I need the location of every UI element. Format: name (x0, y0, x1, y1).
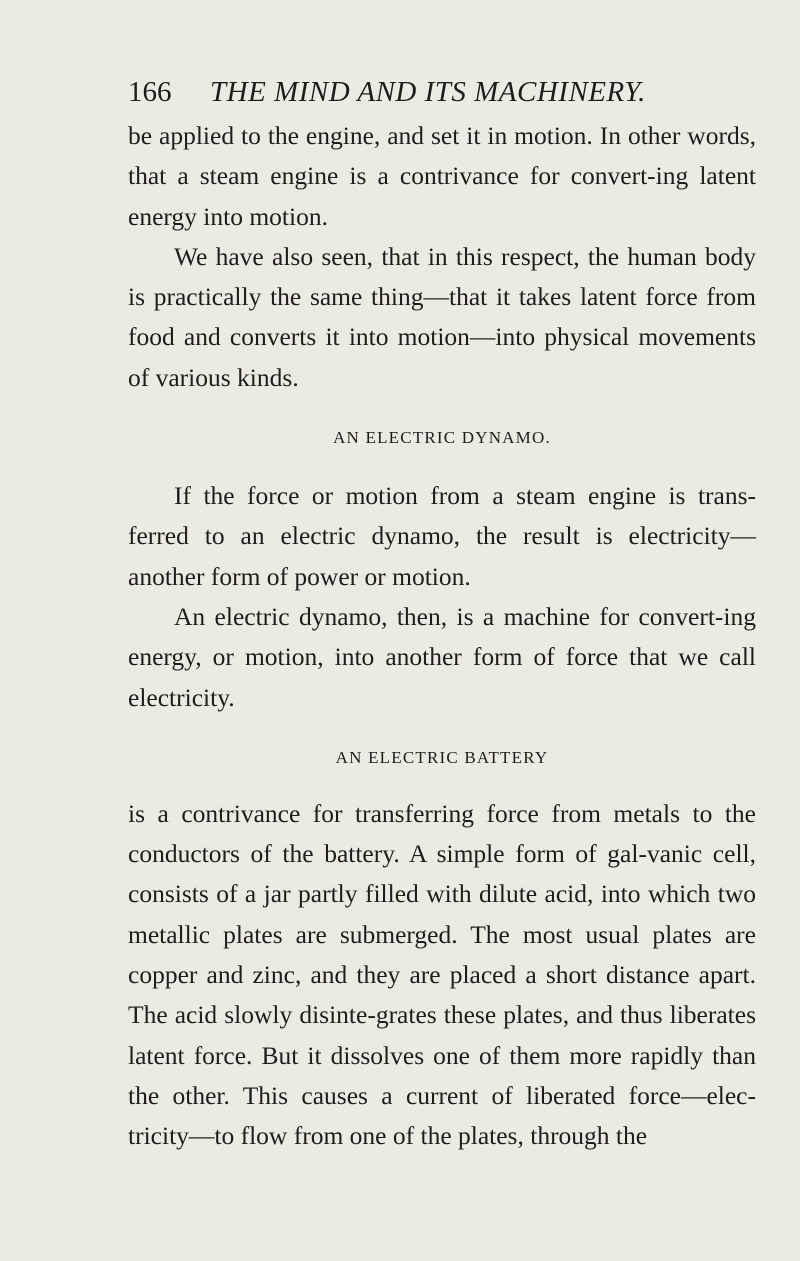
text-block (128, 116, 756, 1157)
running-head (128, 72, 688, 112)
page-number: 166 (128, 76, 172, 108)
paragraph-4: An electric dynamo, then, is a machine for convert-ing energy, or motion, into another form of force that we call electricity. (128, 601, 756, 712)
paragraph-1: be applied to the engine, and set it in motion. In other words, that a steam engine is a contrivance for convert-ing latent energy into motion. (128, 121, 756, 231)
paragraph-2: We have also seen, that in this respect, the human body is practically the same thing—that it takes latent force from food and converts it into motion—into physical movements of various kinds. (128, 241, 756, 392)
section-heading-dynamo: AN ELECTRIC DYNAMO. (333, 428, 551, 448)
running-title: THE MIND AND ITS MACHINERY. (210, 76, 646, 108)
paragraph-3: If the force or motion from a steam engine is trans-ferred to an electric dynamo, the result is electricity—another form of power or motion. (128, 481, 756, 591)
section-heading-battery: AN ELECTRIC BATTERY (335, 747, 549, 767)
paragraph-5: is a contrivance for transferring force from metals to the conductors of the battery. A simple form of gal-vanic cell, consists of a jar partly filled with dilute acid, into which two metallic plates are submerged. The most usual plates are copper and zinc, and they are placed a short distance apart. The acid slowly disinte-grates these plates, and thus liberates latent force. But it dissolves one of them more rapidly than the other. This causes a current of liberated force—elec-tricity—to flow from one of the plates, through the (128, 798, 756, 1151)
